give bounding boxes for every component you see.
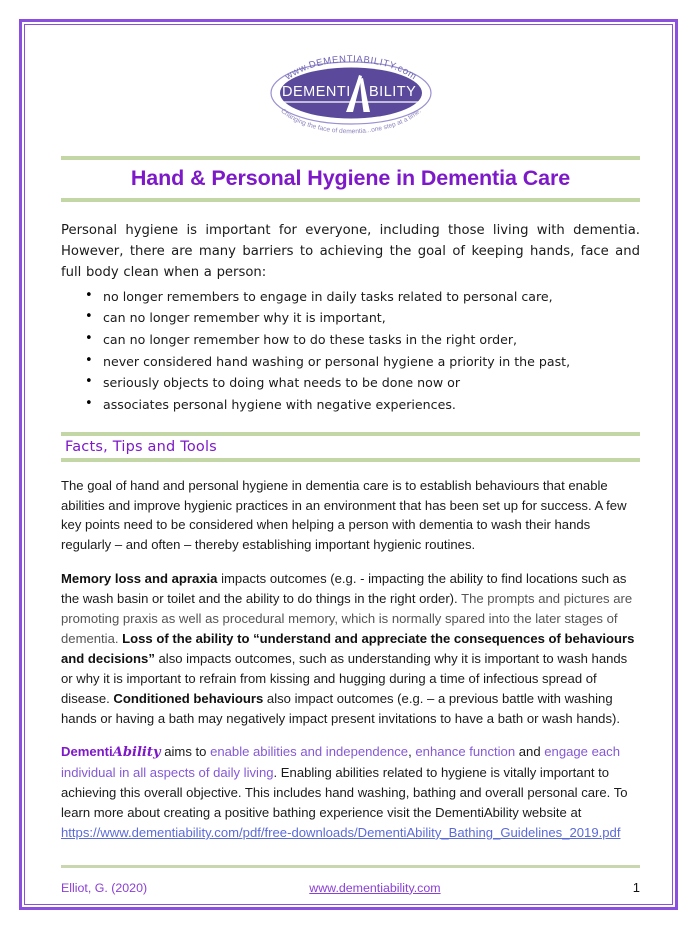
dementiability-logo — [253, 38, 449, 144]
brand-purple-3: engage each individual in all aspects of daily living — [61, 744, 620, 781]
list-item: • never considered hand washing or personal hygiene a priority in the past, — [61, 351, 640, 373]
brand-name-prefix: Dementi — [61, 744, 113, 760]
brand-text-2: , — [408, 744, 416, 760]
memory-bold-1: Memory loss and apraxia — [61, 571, 218, 587]
footer-page-number: 1 — [632, 880, 640, 895]
logo-block — [61, 34, 640, 148]
logo-tagline: Changing the face of dementia...one step at a time. — [278, 107, 423, 136]
memory-grey-1: The prompts and pictures are promoting praxis as well as procedural memory, which is normally spared into the later stages of dementia. — [61, 591, 633, 646]
closing-rule — [61, 865, 640, 868]
logo-arc-text: www.DEMENTIABILITY.com — [282, 53, 419, 83]
barriers-list — [61, 286, 640, 416]
memory-bold-2: Loss of the ability to “understand and appreciate the consequences of behaviours and decisions” — [61, 630, 635, 666]
list-item: • can no longer remember why it is important, — [61, 307, 640, 329]
section-rule-bottom — [61, 458, 640, 462]
brand-name-suffix: Ability — [112, 745, 161, 761]
section-heading: Facts, Tips and Tools — [65, 438, 217, 455]
paragraph-memory — [61, 569, 640, 728]
brand-text-4: . Enabling abilities related to hygiene is vitally important to achieving this overall objective. This includes hand washing, bathing and overall personal care. To learn more about creating a positive bathing experience visit the DementiAbility website at — [61, 765, 628, 821]
logo-word-left: DEMENTI — [281, 84, 351, 100]
footer-author: Elliot, G. (2020) — [61, 880, 148, 895]
brand-text-1: aims to — [160, 744, 211, 760]
title-block — [61, 156, 640, 202]
list-item: • seriously objects to doing what needs to be done now or — [61, 372, 640, 394]
brand-purple-2: enhance function — [415, 744, 516, 760]
page-footer — [61, 880, 640, 895]
bathing-guidelines-link[interactable]: https://www.dementiability.com/pdf/free-downloads/DementiAbility_Bathing_Guidelines_2019.pdf — [61, 824, 621, 840]
logo-word-right: BILITY — [368, 84, 416, 100]
intro-paragraph: Personal hygiene is important for everyone, including those living with dementia. However, there are many barriers to achieving the goal of keeping hands, face and full body clean when a person: — [61, 222, 640, 281]
list-item: • no longer remembers to engage in daily tasks related to personal care, — [61, 286, 640, 308]
memory-bold-3: Conditioned behaviours — [113, 690, 264, 706]
brand-purple-1: enable abilities and independence — [210, 744, 409, 760]
logo-svg — [253, 38, 449, 144]
list-item: • associates personal hygiene with negative experiences. — [61, 394, 640, 416]
footer-website-link[interactable]: www.dementiability.com — [309, 880, 441, 895]
paragraph-brand — [61, 742, 640, 842]
brand-text-3: and — [515, 744, 545, 760]
title-rule-bottom — [61, 198, 640, 202]
memory-text-3: also impact outcomes (e.g. – a previous battle with washing hands or having a bath may negatively impact present invitations to have a bath or wash hands). — [61, 690, 620, 726]
memory-text-1: impacts outcomes (e.g. - impacting the ability to find locations such as the wash basin or toilet and the ability to do things in the right order). — [61, 571, 627, 607]
page-title: Hand & Personal Hygiene in Dementia Care — [130, 166, 571, 190]
memory-text-2: also impacts outcomes, such as understanding why it is important to wash hands or why it is important to refrain from kissing and hugging during a time of infectious spread of disease. — [61, 650, 628, 706]
section-heading-block — [61, 432, 640, 462]
paragraph-goal: The goal of hand and personal hygiene in dementia care is to establish behaviours that enable abilities and improve hygienic practices in an environment that has been set up for success. A few key points need to be considered when helping a person with dementia to wash their hands regularly – and often – thereby establishing important hygienic routines. — [61, 477, 627, 553]
list-item: • can no longer remember how to do these tasks in the right order, — [61, 329, 640, 351]
